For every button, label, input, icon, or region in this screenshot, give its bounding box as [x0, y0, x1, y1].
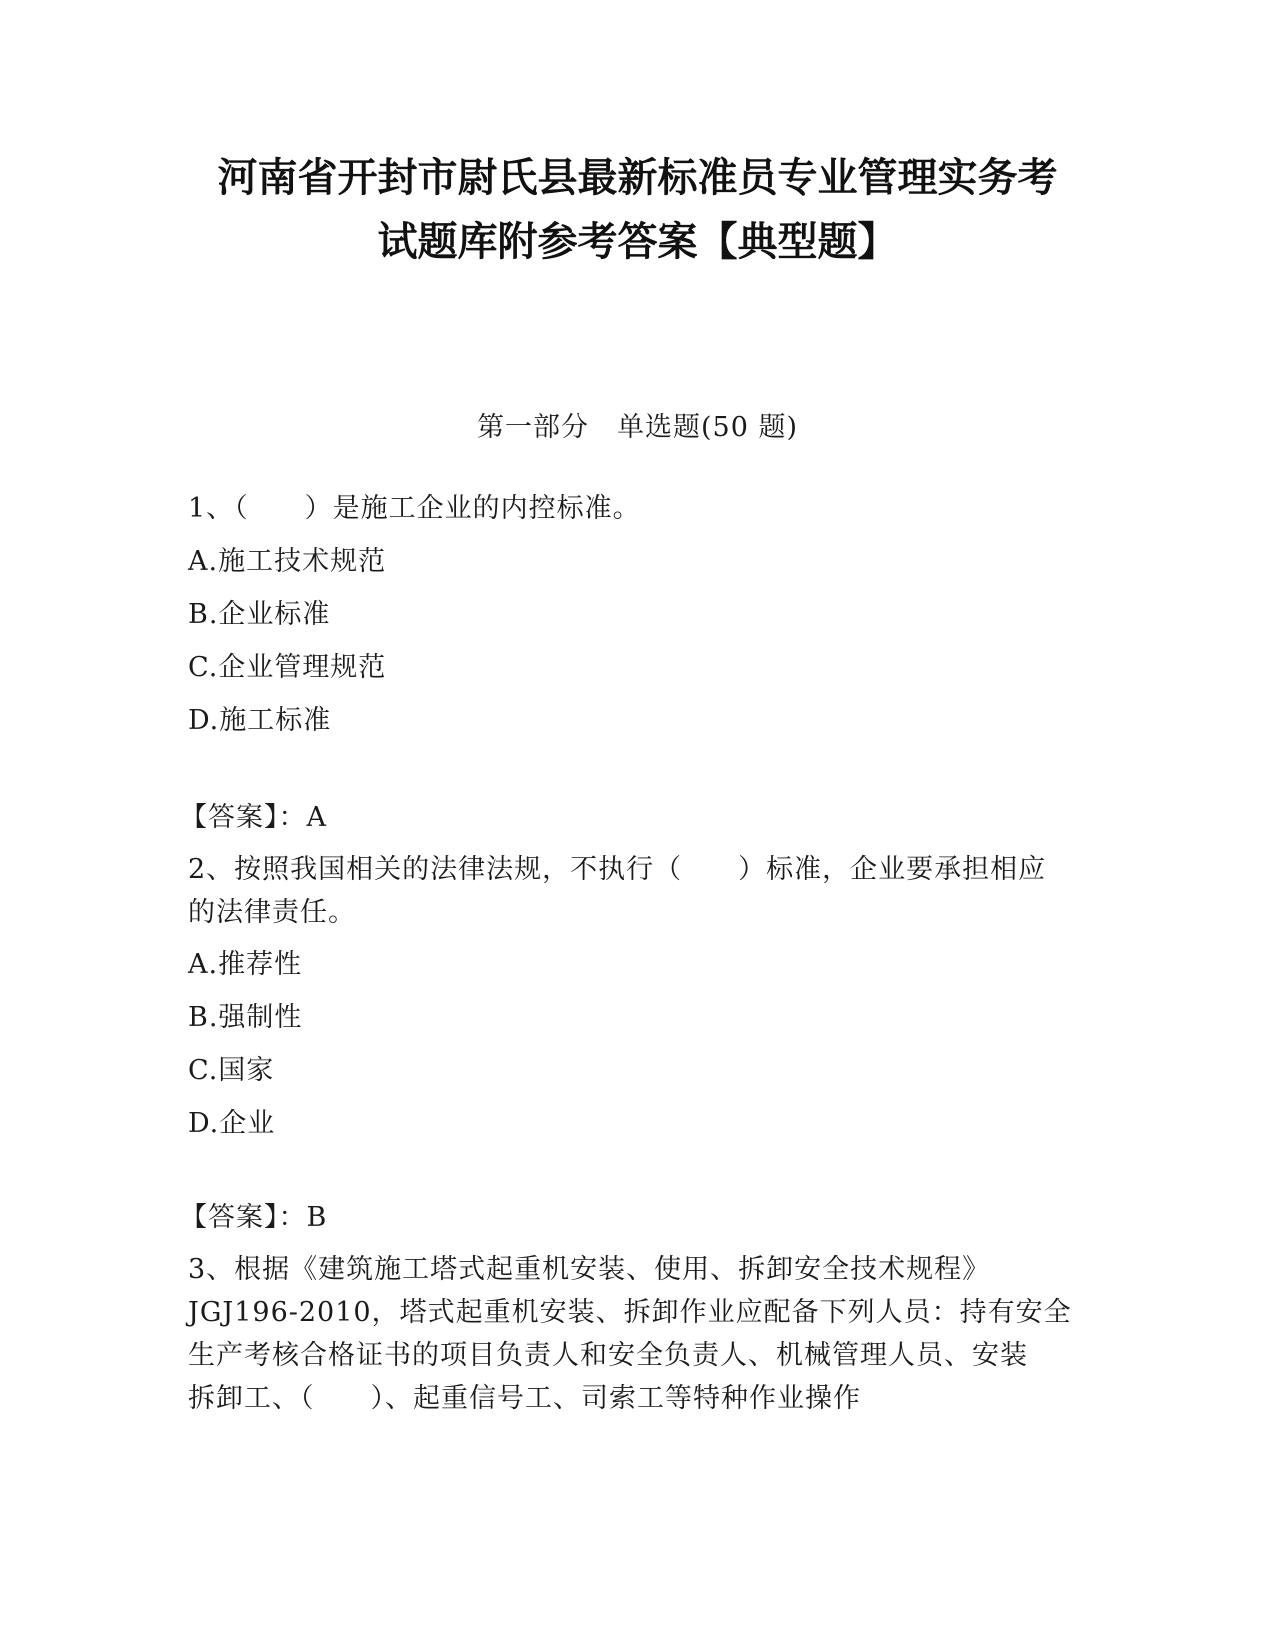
title-line-1: 河南省开封市尉氏县最新标准员专业管理实务考 — [217, 155, 1058, 201]
question-1-option-d: D.施工标准 — [188, 705, 332, 736]
question-1-option-c: C.企业管理规范 — [188, 652, 387, 683]
question-1-stem: 1、（ ）是施工企业的内控标准。 — [188, 493, 641, 524]
question-1-option-b: B.企业标准 — [188, 599, 331, 630]
question-2-option-d: D.企业 — [188, 1108, 276, 1139]
question-3-stem-line-1: 3、根据《建筑施工塔式起重机安装、使用、拆卸安全技术规程》 — [188, 1254, 991, 1285]
question-2-option-a: A.推荐性 — [188, 949, 303, 980]
question-2-option-c: C.国家 — [188, 1055, 275, 1086]
question-1-option-a: A.施工技术规范 — [188, 546, 387, 577]
question-2-answer: 【答案】：B — [180, 1202, 328, 1233]
question-2-stem-line-1: 2、按照我国相关的法律法规，不执行（ ）标准，企业要承担相应 — [188, 854, 1047, 885]
question-3-stem-line-2: JGJ196-2010，塔式起重机安装、拆卸作业应配备下列人员：持有安全 — [188, 1297, 1072, 1328]
question-2-stem-line-2: 的法律责任。 — [188, 897, 356, 928]
section-heading: 第一部分 单选题(50 题) — [476, 412, 798, 443]
question-3-stem-line-3: 生产考核合格证书的项目负责人和安全负责人、机械管理人员、安装 — [188, 1340, 1028, 1371]
question-2-option-b: B.强制性 — [188, 1002, 303, 1033]
question-1-answer: 【答案】：A — [180, 802, 327, 833]
question-3-stem-line-4: 拆卸工、（ ）、起重信号工、司索工等特种作业操作 — [188, 1383, 861, 1414]
title-line-2: 试题库附参考答案【典型题】 — [377, 219, 898, 265]
